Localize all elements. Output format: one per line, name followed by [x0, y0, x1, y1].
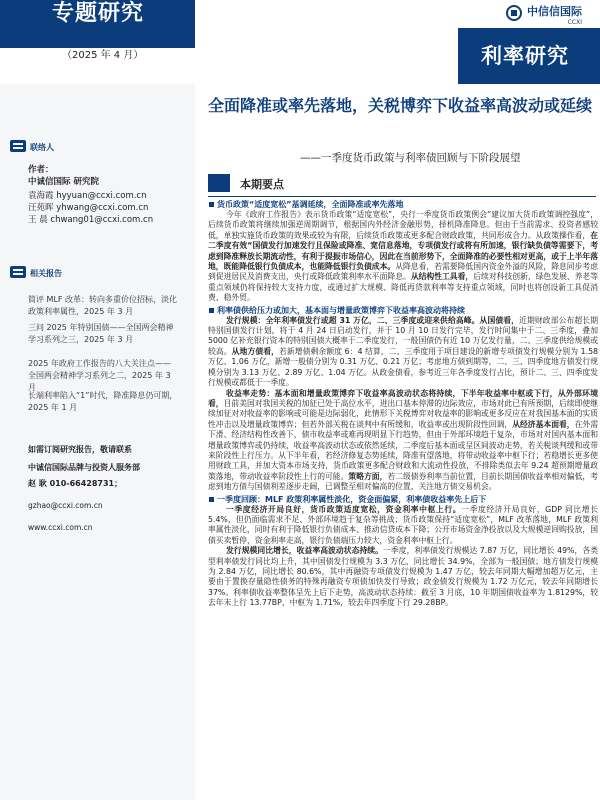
body-text: 近期财政部公布超长期特别国债发行计划，将于 4 月 24 日启动发行，并于 10 月 10 日发行完毕，发行时间集中于二、三季度，叠加 5000 亿补充银行资本的特别国债大概率于二季度发行，一般国债仍有近 10 万亿发行量，二、三季度供给规模或较高。	[208, 315, 598, 356]
body-text: 在外需下滑、经济结构性改善下，债市收益率或难再现明显下行趋势，但由于外部环境趋于复杂，市场对对国内基本面和增量政策博弈或仍持续，收益率高波动状态或依然延续，二季度后基本面或呈区间波动走势，若关税谈判缓和或带来阶段性上行压力。从下半年看，若经济修复态势延续，降准有望落地，将带动收益率中枢下行；若稳增长更多使用财政工具，并加大资本市场支持，货币政策更多配合财政和大流动性投放，不排除类似去年 9.24 超预期增量政策落地，带动收益率阶段性上行的可能。	[208, 419, 599, 481]
section-paragraph	[208, 210, 598, 304]
subscribe-intro: 如需订阅研究报告，敬请联系	[28, 445, 132, 454]
emphasis-text: 从地方债看，	[231, 346, 279, 356]
emphasis-text: 发行规模：全年利率债发行或超 31 万亿，二、三季度或迎来供给高峰。从国债看，	[226, 315, 520, 325]
subscribe-dept: 中诚信国际品牌与投资人服务部	[28, 463, 140, 472]
website-link[interactable]: www.ccxi.com.cn	[28, 523, 93, 532]
emphasis-text: 一季度经济开局良好，货币政策适度宽松，资金利率中枢上行。	[226, 504, 462, 514]
related-report-link[interactable]: 2025 年政府工作报告的八大关注点——全国两会精神学习系列之二，2025 年 3 月	[28, 359, 171, 392]
report-title: 全面降准或率先落地，关税博弈下收益率高波动或延续	[208, 96, 593, 115]
body-text: 若二级债券利率当前位置，目前长期国债收益率相对偏低，考虑到地方债与国债利差逐步走阔，已调整至相对偏高的位置，关注地方债交易机会。	[208, 471, 599, 492]
body-text: 目前美国对我国关税的加征已处于高位水平，进出口基本停滞的边际效应，市场对此已有所预期，后续即使继续加征对对收益率的影响或可能是边际弱化，此情形下关税博弈对收益率的影响或更多反应在对我国基本面的实质性冲击以及增量政策博弈；但若外部关税在谈判中有所缓和，收益率或出现阶段性回调，	[208, 398, 599, 429]
emphasis-text: 从结构性工具看，	[410, 272, 474, 282]
series-title: 专题研究	[52, 1, 145, 26]
section-paragraph	[208, 316, 598, 389]
section-heading: 一季度回顾：MLF 政策利率属性淡化，资金面偏紧，利率债收益率先上后下	[208, 494, 598, 505]
author-entry: 袁海霞 hyyuan@ccxi.com.cn	[28, 191, 147, 201]
body-text: 今年《政府工作报告》表示货币政策“适度宽松”，央行一季度货币政策例会“建议加大货币政策调控强度”，后续货币政策将继续加强逆周期调节，根据国内外经济金融形势，择机降准降息。但由于当前需求、投资者感较低，单独实施货币政策的效果或较为有限，后续货币政策或更多配合财政政策，共同形成合力。从政策操作看，	[208, 210, 598, 240]
body-text: 后续对科技创新、绿色发展、养老等重点领域仍将保持较大支持力度，或通过扩大规模、降低再贷款利率等支持重点领域，同时也将创设新工具促消费、稳外贸。	[208, 272, 599, 303]
category-banner	[458, 28, 600, 84]
emphasis-text: 策略方面，	[348, 471, 388, 481]
authors-heading: 作者：	[28, 165, 54, 175]
section-paragraph	[208, 389, 598, 493]
header-series-band	[0, 0, 195, 48]
report-subtitle: ——一季度货币政策与利率债回顾与下阶段展望	[300, 152, 521, 164]
report-date: （2025 年 4 月）	[62, 50, 144, 61]
author-entry: 王 晨 chwang01@ccxi.com.cn	[28, 215, 154, 225]
emphasis-text: 从经济基本面看，	[512, 419, 575, 429]
sidebar	[0, 84, 195, 800]
emphasis-text: 收益率走势：基本面和增量政策博弈下收益率高波动状态将持续，下半年收益率中枢或下行，从外部环境看，	[208, 388, 598, 408]
section-heading: 利率债供给压力或加大，基本面与增量政策博弈下收益率高波动将持续	[208, 305, 598, 316]
section-heading: 货币政策“适度宽松”基调延续，全面降准或率先落地	[208, 199, 598, 210]
related-reports-icon	[10, 266, 26, 278]
author-entry: 汪苑晖 yhwang@ccxi.com.cn	[28, 203, 149, 213]
body-text: 若新增债剩余额度 6：4 结算，二、三季度用于项目建设的新增专项债发行规模分别为 1.58 万亿、1.06 万亿，新增一般债分别为 0.31 万亿、0.21 万亿；考虑地方债到期等，二、三、四季度地方债发行规模分别为 3.13 万亿、2.89 万亿、1.04 万亿。从政金债看，参考近三年各季度发行占比，预计二、三、四季度发行规模或都低于一季度。	[208, 346, 599, 388]
category-title: 利率研究	[481, 44, 569, 68]
summary-label: 本期要点	[240, 178, 284, 191]
body-text: 一季度，利率债发行规模达 7.87 万亿，同比增长 49%，各类型利率债发行同比均上升，其中国债发行规模为 3.3 万亿，同比增长 34.9%，全部为一般国债；地方债发行规模为 2.84 万亿，同比增长 80.6%，其中再融资专项债发行规模为 1.47 万亿，较去年同期大幅增加超万亿元，主要由于置换存量隐性债务的特殊再融资专项债加快发行导致；政金债发行规模为 1.72 万亿元，较去年同期增长 37%。利率债收益率整体呈先上后下走势，高波动状态持续：截至 3 月底，10 年期国债收益率为 1.8129%，较去年末上行 13.77BP，中枢为 1.71%，较去年四季度下行 29.28BP。	[208, 546, 599, 608]
body-text: 一季度经济开局良好，GDP 同比增长 5.4%，但仍面临需求不足、外部环境趋于复杂等挑战；货币政策保持“适度宽松”，MLF 改革落地，MLF 政策利率属性淡化，同时有利于降低银行负债成本、推动信贷成本下降；公开市场资金净投放以及大规模逆回购投放，国债买卖暂停，资金利率走高，银行负债端压力较大，资金利率中枢上行。	[208, 504, 599, 545]
related-report-link[interactable]: 三问 2025 年特别国债——全国两会精神学习系列之三，2025 年 3 月	[28, 323, 174, 344]
related-report-link[interactable]: 长端利率陷入“1”时代，降准降息仍可期，2025 年 1 月	[28, 391, 178, 412]
subscribe-person: 赵 耿 010-66428731；	[28, 479, 123, 488]
related-reports-label: 相关报告	[30, 269, 62, 278]
contact-section-label: 联络人	[30, 143, 54, 152]
subscribe-email[interactable]: gzhao@ccxi.com.cn	[28, 501, 103, 510]
section-paragraph	[208, 546, 598, 608]
emphasis-text: 在二季度有效“国债发行加速发行且保险或降准、宽信息落地，专项债发行或将有所加速，银行缺负债等需要下，考虑到降准释放长期流动性，有利于提振市场信心，因此在当前形势下，全面降准的必要性相对更高，或于上半年落地，既能降低银行负债成本，也能降低银行负债成本。	[208, 230, 598, 272]
author-org: 中诚信国际 研究院	[28, 177, 99, 187]
summary-icon	[208, 174, 230, 192]
logo	[505, 0, 582, 26]
section-paragraph	[208, 505, 598, 547]
emphasis-text: 发行规模同比增长，收益率高波动状态持续。	[226, 546, 384, 556]
contact-icon	[10, 140, 26, 152]
related-report-link[interactable]: 简评 MLF 改革：转向多重价位招标，淡化政策利率属性，2025 年 3 月	[28, 295, 178, 316]
logo-mark-icon	[505, 5, 523, 21]
logo-name: 中信信国际	[527, 5, 582, 18]
body-text: 从降息看，若需要降低国内资金外溢的风险，降息同步考虑到促进居民及消费支出，央行或降低政策利率水平面降息。	[208, 262, 598, 282]
summary-divider	[208, 196, 596, 197]
logo-sub: CCXI	[567, 19, 582, 26]
summary-body	[208, 198, 598, 609]
